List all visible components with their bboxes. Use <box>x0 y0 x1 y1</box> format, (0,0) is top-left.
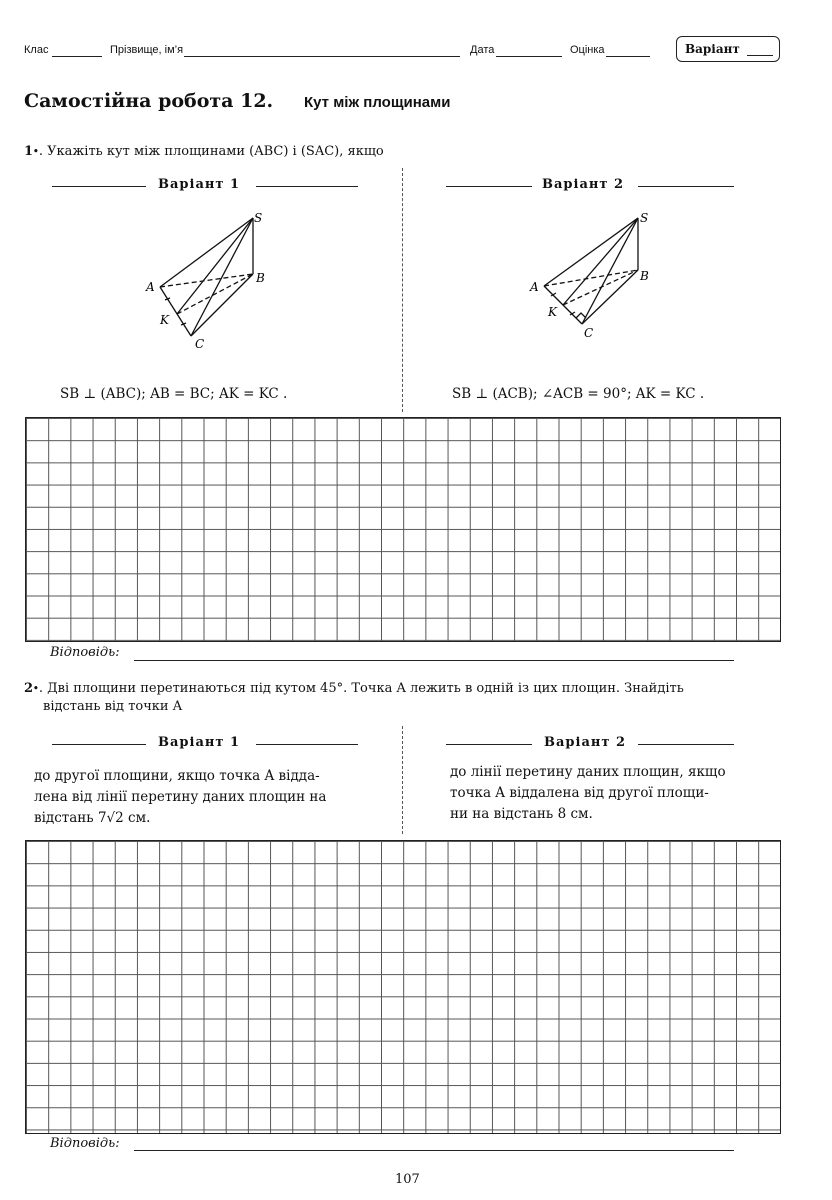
name-field[interactable] <box>184 56 460 57</box>
label-a: A <box>530 280 539 294</box>
divider <box>638 186 734 187</box>
task1-number: 1 <box>24 144 34 159</box>
label-c: C <box>195 337 205 351</box>
page-subtitle: Кут між площинами <box>304 94 451 111</box>
label-c: C <box>584 326 594 340</box>
page-number: 107 <box>395 1172 420 1187</box>
class-field[interactable] <box>52 56 102 57</box>
variant-box[interactable] <box>676 36 780 62</box>
variant-field[interactable] <box>747 55 773 56</box>
task1-text: Укажіть кут між площинами (ABC) і (SAC), якщо <box>47 144 384 159</box>
task2-text-line1: Дві площини перетинаються під кутом 45°. Точка A лежить в одній із цих площин. Знайдіть <box>47 681 684 696</box>
label-b: B <box>640 269 649 283</box>
task2-variant1-line3: відстань 7√2 см. <box>34 810 151 826</box>
label-s: S <box>640 211 649 225</box>
grade-field[interactable] <box>606 56 650 57</box>
pyramid-figure-variant1 <box>140 204 280 354</box>
task1-statement: 1•. Укажіть кут між площинами (ABC) і (SAC), якщо <box>24 144 384 159</box>
divider <box>256 744 358 745</box>
work-grid-task2[interactable] <box>25 840 781 1134</box>
pyramid-figure-variant2 <box>524 204 664 354</box>
variant-label: Варіант <box>685 42 740 56</box>
label-a: A <box>146 280 155 294</box>
task1-variant2-heading: Варіант 2 <box>542 177 625 192</box>
task2-answer-field[interactable] <box>134 1150 734 1151</box>
task1-variant1-heading: Варіант 1 <box>158 177 241 192</box>
label-b: B <box>256 271 265 285</box>
divider <box>446 744 532 745</box>
task2-variant2-line1: до лінії перетину даних площин, якщо <box>450 764 726 780</box>
divider <box>446 186 532 187</box>
class-label: Клас <box>24 44 49 56</box>
task1-answer-label: Відповідь: <box>50 645 120 660</box>
task2-variant2-heading: Варіант 2 <box>544 735 627 750</box>
task1-variant2-condition: SB ⊥ (ACB); ∠ACB = 90°; AK = KC . <box>452 386 705 402</box>
task2-text-line2: відстань від точки A <box>43 699 183 714</box>
task2-variant2-line2: точка A віддалена від другої площи- <box>450 785 709 801</box>
task2-variant1-text <box>34 766 384 829</box>
task2-variant2-line3: ни на відстань 8 см. <box>450 806 593 822</box>
date-field[interactable] <box>496 56 562 57</box>
variant-separator <box>402 726 403 834</box>
work-grid-task1[interactable] <box>25 417 781 642</box>
label-k: K <box>548 305 557 319</box>
divider <box>52 186 146 187</box>
date-label: Дата <box>470 44 495 56</box>
task2-variant1-line1: до другої площини, якщо точка A відда- <box>34 768 320 784</box>
label-s: S <box>254 211 263 225</box>
task2-variant1-heading: Варіант 1 <box>158 735 241 750</box>
task1-answer-field[interactable] <box>134 660 734 661</box>
task2-answer-label: Відповідь: <box>50 1136 120 1151</box>
page-title: Самостійна робота 12. <box>24 90 274 112</box>
task2-variant2-text <box>450 762 790 825</box>
divider <box>256 186 358 187</box>
variant-separator <box>402 168 403 412</box>
task2-statement: 2•. Дві площини перетинаються під кутом 45°. Точка A лежить в одній із цих площин. Знайдіть відстань від точки A <box>24 681 684 714</box>
task2-number: 2 <box>24 681 34 696</box>
grade-label: Оцінка <box>570 44 605 56</box>
divider <box>52 744 146 745</box>
task2-variant1-line2: лена від лінії перетину даних площин на <box>34 789 327 805</box>
divider <box>638 744 734 745</box>
name-label: Прізвище, ім’я <box>110 44 184 56</box>
label-k: K <box>160 313 169 327</box>
task1-variant1-condition: SB ⊥ (ABC); AB = BC; AK = KC . <box>60 386 288 402</box>
